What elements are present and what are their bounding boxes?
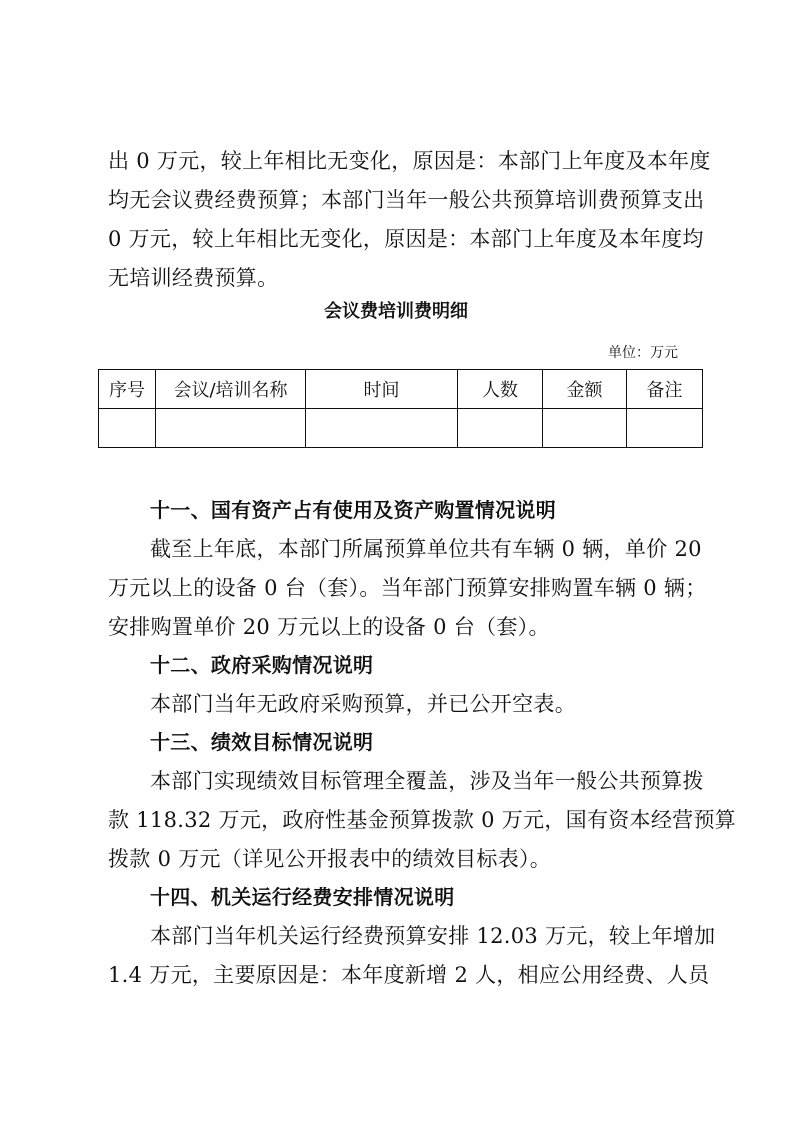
body-text-line: 1.4 万元，主要原因是：本年度新增 2 人，相应公用经费、人员 [108,963,710,987]
column-header-time: 时间 [306,370,458,409]
body-text-line: 均无会议费经费预算；本部门当年一般公共预算培训费预算支出 [108,188,705,212]
section-heading: 十二、政府采购情况说明 [150,653,374,677]
body-text-line: 安排购置单价 20 万元以上的设备 0 台（套）。 [108,615,550,639]
body-text-line: 万元以上的设备 0 台（套）。当年部门预算安排购置车辆 0 辆； [108,576,707,600]
column-header-name: 会议/培训名称 [156,370,306,409]
section-heading: 十三、绩效目标情况说明 [150,730,374,754]
table-unit-label: 单位：万元 [608,345,678,361]
section-heading: 十一、国有资产占有使用及资产购置情况说明 [150,498,556,522]
body-text-line: 无培训经费预算。 [108,266,279,290]
table-cell [543,409,627,448]
column-header-remark: 备注 [627,370,703,409]
table-cell [156,409,306,448]
table-cell [99,409,156,448]
table-row [99,409,703,448]
table-cell [458,409,543,448]
table-title: 会议费培训费明细 [324,301,468,322]
body-text-line: 出 0 万元，较上年相比无变化，原因是：本部门上年度及本年度 [108,149,711,173]
table-header-row [99,370,703,409]
body-text-line: 截至上年底，本部门所属预算单位共有车辆 0 辆，单价 20 [150,537,702,561]
body-text-line: 本部门当年机关运行经费预算安排 12.03 万元，较上年增加 [150,924,716,948]
body-text-line: 本部门实现绩效目标管理全覆盖，涉及当年一般公共预算拨 [150,769,704,793]
column-header-index: 序号 [99,370,156,409]
column-header-count: 人数 [458,370,543,409]
body-text-line: 0 万元，较上年相比无变化，原因是：本部门上年度及本年度均 [108,227,704,251]
body-text-line: 拨款 0 万元（详见公开报表中的绩效目标表）。 [108,847,552,871]
body-text-line: 本部门当年无政府采购预算，并已公开空表。 [150,692,576,716]
table-cell [627,409,703,448]
body-text-line: 款 118.32 万元，政府性基金预算拨款 0 万元，国有资本经营预算 [108,808,737,832]
column-header-amount: 金额 [543,370,627,409]
section-heading: 十四、机关运行经费安排情况说明 [150,885,455,909]
expense-detail-table [98,369,703,448]
table-cell [306,409,458,448]
